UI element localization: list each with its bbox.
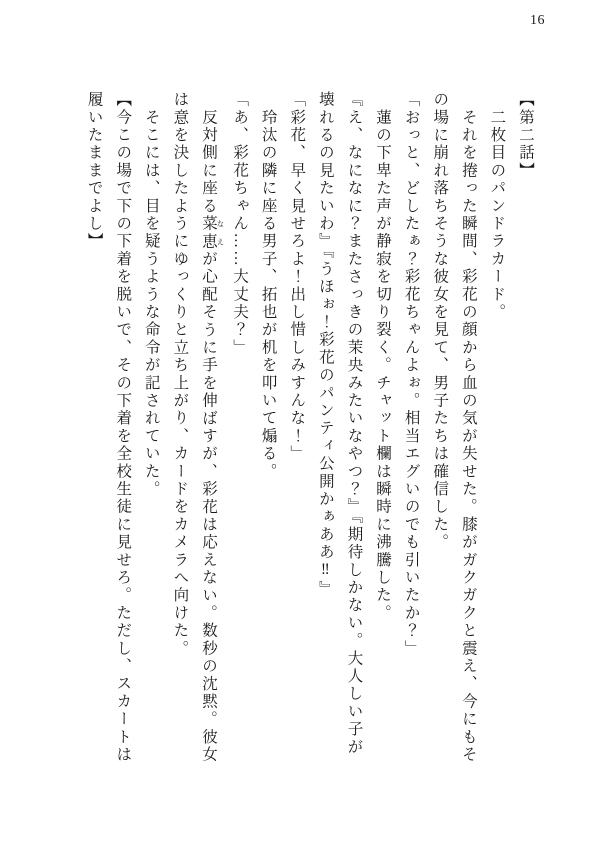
text-line: の場に崩れ落ちそうな彼女を見て、男子たちは確信した。: [431, 91, 449, 552]
text-line: 壊れるの見たいわ』『うほぉ！彩花のパンティ公開かぁああ‼』: [316, 91, 334, 599]
text-line: は意を決したようにゆっくりと立ち上がり、カードをカメラへ向けた。: [171, 91, 189, 658]
text-line: そこには、目を疑うような命令が記されていた。: [142, 91, 160, 499]
text-line: 蓮の下卑た声が静寂を切り裂く。チャット欄は瞬時に沸騰した。: [374, 91, 392, 622]
text-line: 「彩花、早く見せろよ！出し惜しみすんな！」: [288, 91, 306, 463]
page-number: 16: [530, 13, 545, 28]
text-line: 【第二話】: [517, 91, 534, 180]
text-line: 「おっと、どしたぁ？彩花ちゃんよぉ。相当エグいのでも引いたか？」: [402, 91, 420, 658]
text-line: 履いたままでよし】: [85, 91, 103, 251]
vertical-text-block: [79, 91, 539, 769]
text-line: 「あ、彩花ちゃん……大丈夫？」: [231, 91, 249, 357]
furigana-text: なえ: [215, 214, 225, 251]
text-line: 反対側に座る菜恵 なえが心配そうに手を伸ばすが、彩花は応えない。数秒の沈黙。彼女: [199, 91, 225, 764]
text-line: 【今この場で下の下着を脱いで、その下着を全校生徒に見せろ。ただし、スカートは: [114, 91, 132, 764]
text-line: 玲汰の隣に座る男子、拓也が机を叩いて煽る。: [259, 91, 277, 481]
furigana-ruby: 菜恵 なえ: [199, 214, 225, 251]
text-line: 二枚目のパンドラカード。: [488, 91, 506, 322]
text-line: 『え、なになに？またさっきの茉央みたいなやつ？』『期待しかない。大人しい子が: [345, 91, 363, 756]
text-line: それを捲った瞬間、彩花の顔から血の気が失せた。膝がガクガクと震え、今にもそ: [459, 91, 477, 764]
